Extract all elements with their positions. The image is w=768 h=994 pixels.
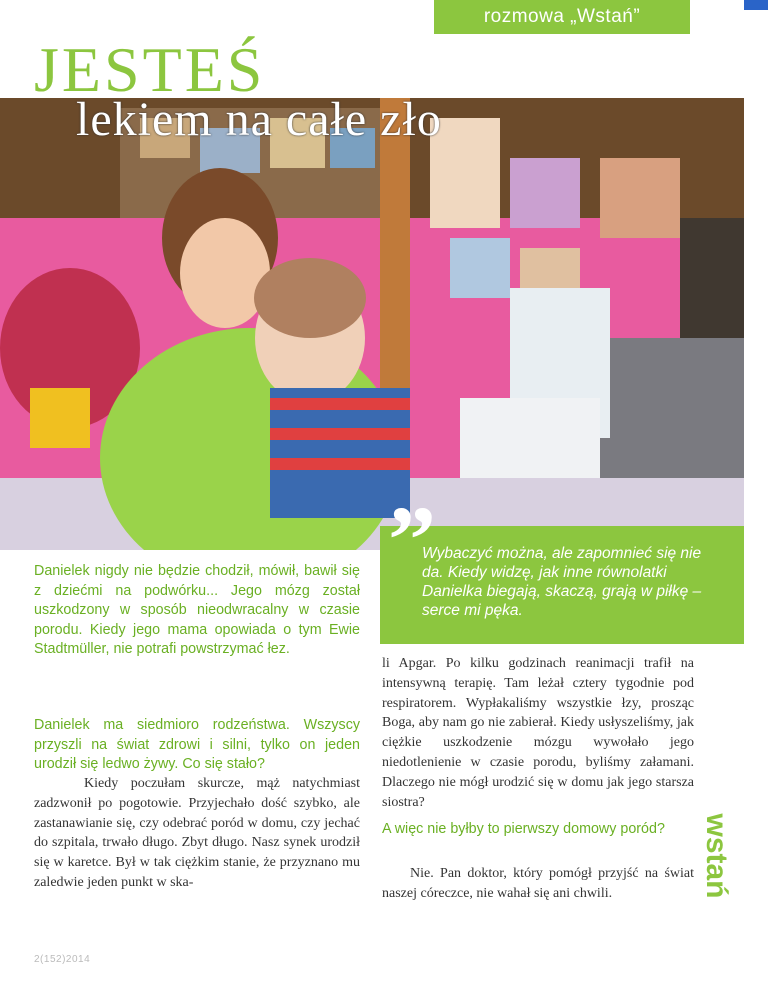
magazine-brand [700, 808, 732, 904]
interview-question-2: A więc nie byłby to pierwszy domowy poród? [382, 821, 665, 837]
article-lead: Danielek nigdy nie będzie chodził, mówił, bawił się z dziećmi na podwórku... Jego mózg został uszkodzony w sposób nieodwracalny w czasie porodu. Kiedy jego mama opowiada o tym Ewie Stadtmüller, nie potrafi powstrzymać łez. [34, 563, 360, 657]
interview-question-1: Danielek ma siedmioro rodzeństwa. Wszyscy przyszli na świat zdrowi i silni, tylko on jeden urodził się ledwo żywy. Co się stało? [34, 717, 360, 772]
pull-quote-text: Wybaczyć można, ale zapomnieć się nie da. Kiedy widzę, jak inne równolatki Danielka biegają, skaczą, grają w piłkę – serce mi pęka. [422, 545, 702, 619]
headline-line-2: lekiem na całe zło [76, 93, 442, 146]
section-tag: rozmowa „Wstań” [434, 0, 690, 34]
headline-line-1: JESTEŚ [34, 34, 266, 105]
quote-mark-icon: ” [388, 486, 436, 593]
edge-color-mark [744, 0, 768, 10]
issue-number: 2(152)2014 [34, 954, 91, 965]
article-photo [0, 93, 744, 550]
interview-answer-1-col1: Kiedy poczułam skurcze, mąż natychmiast zadzwonił po pogotowie. Przyjechało dość szybko, ale zastanawianie się, czy odebrać poród w domu, czy jechać do szpitala, trwało długo. Zbyt długo. Nasz synek urodził się w karetce. Był w tak ciężkim stanie, że przyznano mu zaledwie jeden punkt w ska- [34, 776, 360, 890]
photo-illustration [0, 93, 744, 550]
brand-text: wstań [700, 813, 733, 899]
interview-answer-2: Nie. Pan doktor, który pomógł przyjść na świat naszej córeczce, nie wahał się ani chwili. [382, 866, 694, 901]
interview-answer-1-col2: li Apgar. Po kilku godzinach reanimacji trafił na intensywną terapię. Tam leżał cztery tygodnie pod respiratorem. Wypłakaliśmy wszystkie łzy, prosząc Boga, aby nam go nie zabierał. Kiedy usłyszeliśmy, jak ciężkie uszkodzenie mózgu wywołało jego niedotlenienie w czasie porodu, byliśmy załamani. Dlaczego nie mógł urodzić się w domu jak jego starsza siostra? [382, 656, 694, 810]
